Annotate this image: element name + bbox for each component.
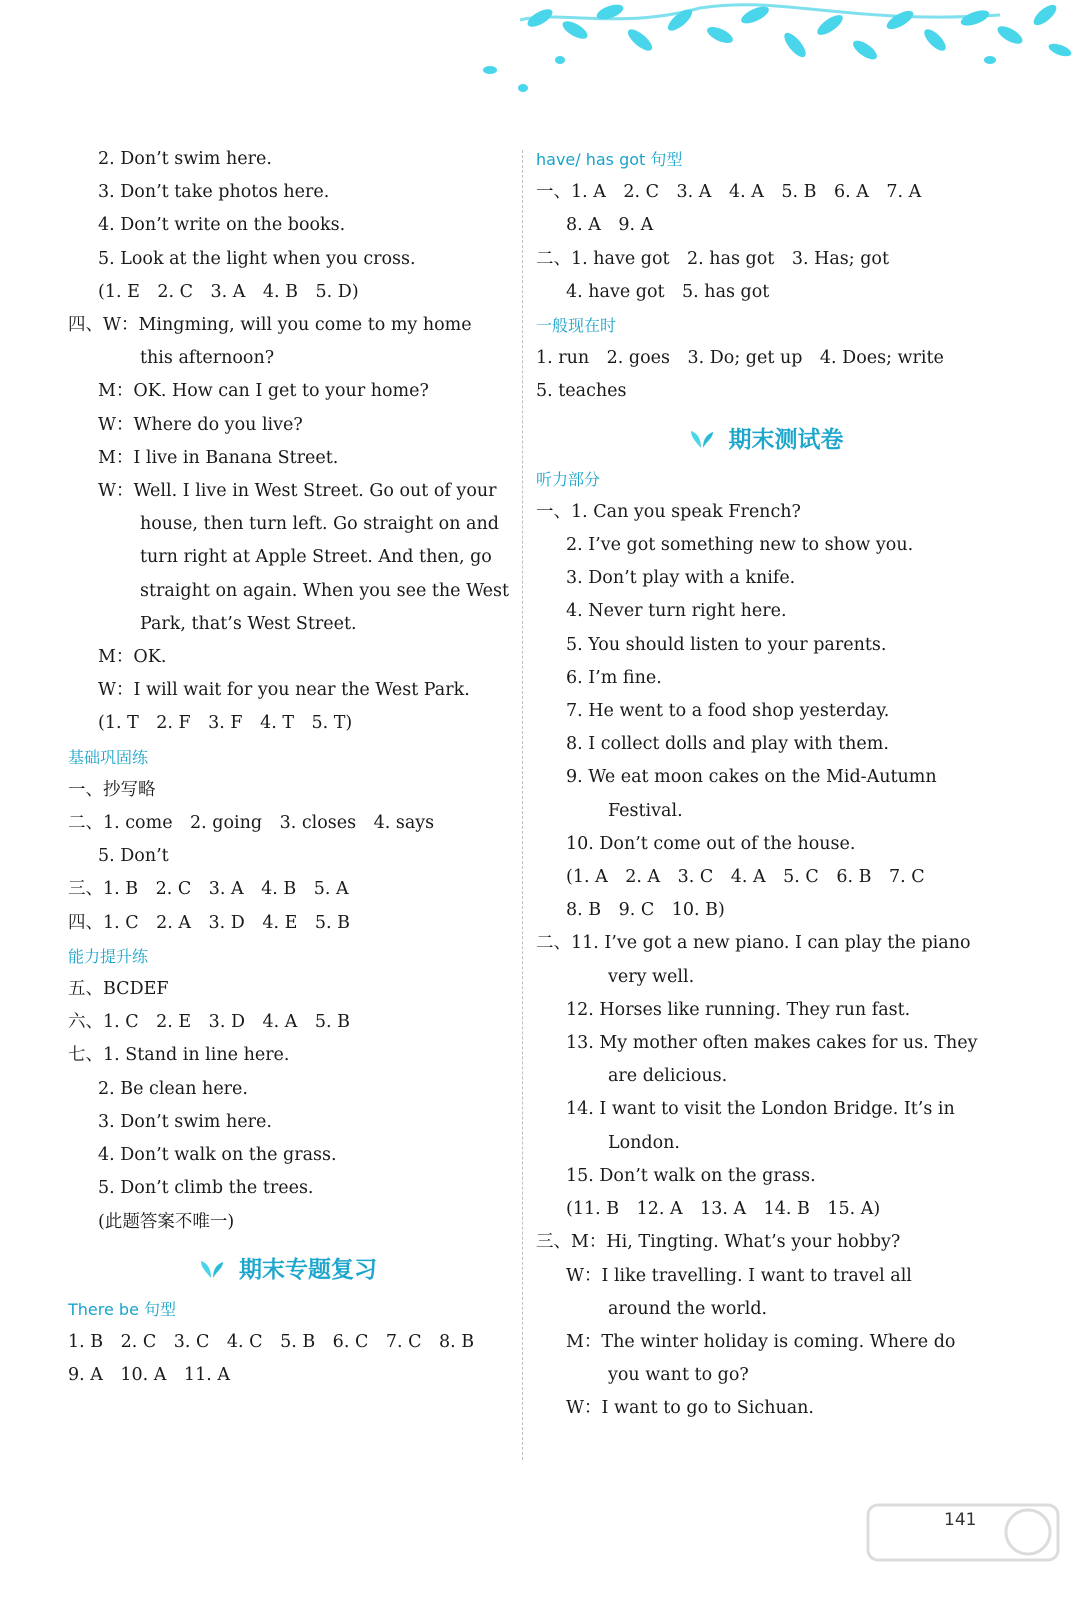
answer-line: M：OK.: [98, 647, 167, 668]
answer-line: (此题答案不唯一): [98, 1211, 235, 1232]
answer-line: 3. Don’t swim here.: [98, 1111, 272, 1132]
answer-line: straight on again. When you see the West: [140, 580, 510, 601]
subsection-label: 能力提升练: [68, 946, 149, 966]
subsection-label: 一般现在时: [536, 316, 617, 336]
answer-line: M：OK. How can I get to your home?: [98, 381, 429, 402]
section-heading-text: 期末测试卷: [728, 425, 844, 453]
answer-line: 3. Don’t play with a knife.: [566, 568, 796, 589]
answer-line: W：Where do you live?: [98, 414, 303, 435]
answer-line: 4. Don’t write on the books.: [98, 215, 346, 236]
answer-line: 4. Don’t walk on the grass.: [98, 1145, 337, 1166]
answer-line: 1. run 2. goes 3. Do; get up 4. Does; write: [536, 348, 944, 369]
right-column: [536, 143, 996, 1426]
answer-line: 5. You should listen to your parents.: [566, 634, 887, 655]
answer-line: 8. A 9. A: [566, 215, 654, 236]
answer-line: 6. I’m fine.: [566, 667, 662, 688]
column-divider: [522, 150, 523, 1460]
answer-line: 4. have got 5. has got: [566, 281, 770, 302]
answer-line: 5. teaches: [536, 381, 627, 402]
answer-line: this afternoon?: [140, 348, 275, 369]
answer-line: 5. Don’t climb the trees.: [98, 1178, 314, 1199]
answer-line: Festival.: [608, 800, 683, 821]
answer-line: Park, that’s West Street.: [140, 613, 357, 634]
answer-line: you want to go?: [608, 1365, 749, 1386]
answer-line: 10. Don’t come out of the house.: [566, 833, 856, 854]
answer-line: 8. I collect dolls and play with them.: [566, 734, 889, 755]
answer-line: 13. My mother often makes cakes for us. They: [566, 1033, 978, 1054]
answer-line: (1. T 2. F 3. F 4. T 5. T): [98, 713, 353, 734]
answer-line: M：I live in Banana Street.: [98, 447, 339, 468]
answer-line: 三、1. B 2. C 3. A 4. B 5. A: [68, 879, 349, 900]
answer-line: 2. Don’t swim here.: [98, 149, 272, 169]
answer-line: 5. Look at the light when you cross.: [98, 248, 416, 269]
answer-line: very well.: [608, 966, 695, 987]
page-number: 141: [944, 1510, 977, 1530]
leaf-branch-decoration: [0, 0, 1083, 110]
answer-line: W：Well. I live in West Street. Go out of your: [98, 481, 497, 502]
subsection-label: have/ has got 句型: [536, 150, 683, 169]
answer-line: 5. Don’t: [98, 846, 169, 867]
answer-line: 12. Horses like running. They run fast.: [566, 999, 911, 1020]
answer-line: house, then turn left. Go straight on and: [140, 514, 499, 535]
answer-line: 二、1. come 2. going 3. closes 4. says: [68, 813, 435, 834]
answer-line: (11. B 12. A 13. A 14. B 15. A): [566, 1199, 881, 1220]
answer-line: 14. I want to visit the London Bridge. It’s in: [566, 1099, 955, 1120]
answer-line: 4. Never turn right here.: [566, 601, 787, 622]
answer-line: 7. He went to a food shop yesterday.: [566, 701, 890, 722]
answer-line: 一、抄写略: [68, 779, 156, 800]
answer-line: 15. Don’t walk on the grass.: [566, 1165, 816, 1186]
answer-line: 一、1. A 2. C 3. A 4. A 5. B 6. A 7. A: [536, 182, 922, 203]
answer-line: 一、1. Can you speak French?: [536, 501, 801, 522]
answer-line: 二、1. have got 2. has got 3. Has; got: [536, 248, 889, 269]
answer-line: 2. I’ve got something new to show you.: [566, 535, 914, 556]
section-heading: [536, 421, 996, 459]
answer-line: 三、M：Hi, Tingting. What’s your hobby?: [536, 1232, 901, 1253]
answer-line: 3. Don’t take photos here.: [98, 182, 330, 203]
subsection-label: 基础巩固练: [68, 747, 149, 767]
answer-line: 五、BCDEF: [68, 979, 169, 1000]
answer-line: 1. B 2. C 3. C 4. C 5. B 6. C 7. C 8. B: [68, 1331, 475, 1352]
answer-line: are delicious.: [608, 1066, 728, 1087]
answer-line: 四、1. C 2. A 3. D 4. E 5. B: [68, 912, 350, 933]
answer-line: (1. E 2. C 3. A 4. B 5. D): [98, 281, 359, 302]
section-heading-text: 期末专题复习: [239, 1255, 377, 1283]
answer-line: London.: [608, 1132, 680, 1153]
answer-line: 2. Be clean here.: [98, 1078, 248, 1099]
subsection-label: There be 句型: [68, 1299, 177, 1319]
answer-line: 四、W：Mingming, will you come to my home: [68, 315, 472, 336]
answer-line: 二、11. I’ve got a new piano. I can play the piano: [536, 933, 971, 954]
answer-line: 六、1. C 2. E 3. D 4. A 5. B: [68, 1012, 350, 1033]
left-column: [68, 143, 508, 1392]
subsection-label: 听力部分: [536, 469, 601, 489]
answer-line: W：I will wait for you near the West Park.: [98, 680, 470, 701]
leaf-icon: [199, 1259, 225, 1279]
answer-line: (1. A 2. A 3. C 4. A 5. C 6. B 7. C: [566, 867, 925, 888]
leaf-icon: [689, 429, 715, 449]
answer-line: 9. A 10. A 11. A: [68, 1365, 230, 1386]
section-heading: [68, 1251, 508, 1289]
answer-line: around the world.: [608, 1298, 768, 1319]
answer-line: turn right at Apple Street. And then, go: [140, 547, 492, 568]
answer-line: 9. We eat moon cakes on the Mid-Autumn: [566, 767, 937, 788]
answer-line: M：The winter holiday is coming. Where do: [566, 1331, 956, 1352]
answer-line: 8. B 9. C 10. B): [566, 900, 725, 921]
answer-line: 七、1. Stand in line here.: [68, 1045, 290, 1066]
answer-line: W：I want to go to Sichuan.: [566, 1398, 814, 1419]
answer-line: W：I like travelling. I want to travel all: [566, 1265, 912, 1286]
